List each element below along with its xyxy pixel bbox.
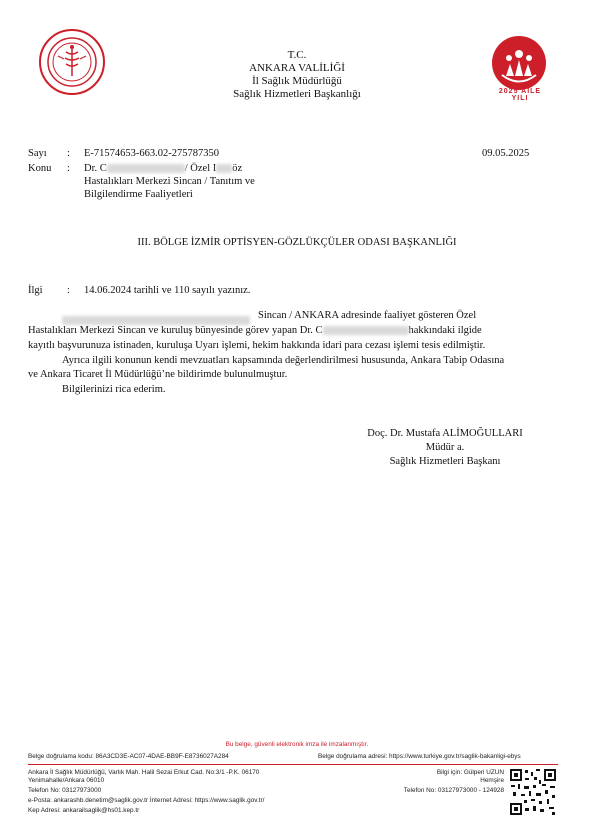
body-p1-line2-b: hakkındaki ilgide [408, 325, 482, 336]
body-p1-line3: kayıtlı başvurunuza istinaden, kuruluşa Uyarı işlemi, hekim hakkında idari para cezası işlemi tesis edilmiştir. [28, 340, 486, 351]
sayi-colon: : [67, 148, 70, 159]
verification-code: Belge doğrulama kodu: 86A3CD3E-AC07-4DAE-BB9F-E8736027A284 [28, 753, 229, 760]
qr-code [509, 768, 557, 816]
body-p3: Bilgilerinizi rica ederim. [62, 384, 166, 395]
header-tc: T.C. [287, 49, 307, 61]
redaction [216, 164, 232, 173]
redaction [62, 311, 258, 321]
footer-address-1: Ankara İl Sağlık Müdürlüğü, Varlık Mah. Halil Sezai Erkut Cad. No:3/1 -P.K. 06170 [28, 769, 260, 776]
ilgi-colon: : [67, 285, 70, 296]
info-phone: Telefon No: 03127973000 - 124928 [403, 787, 504, 794]
redaction [323, 326, 409, 335]
body-p2-line1: Ayrıca ilgili konunun kendi mevzuatları kapsamında değerlendirilmesi hususunda, Ankara Tabip Odasına [62, 355, 505, 366]
footer-address-2: Yenimahalle/Ankara 06010 [28, 777, 105, 784]
konu-line-3: Bilgilendirme Faaliyetleri [84, 189, 193, 200]
konu-line-1 [84, 162, 242, 175]
body-p1-line2 [28, 324, 482, 337]
konu-colon: : [67, 163, 70, 174]
header-valilik: ANKARA VALİLİĞİ [249, 62, 345, 74]
signatory-title-2: Sağlık Hizmetleri Başkanı [389, 456, 501, 467]
esign-notice: Bu belge, güvenli elektronik imza ile imzalanmıştır. [225, 741, 369, 748]
redaction [107, 164, 185, 173]
header-baskanlik: Sağlık Hizmetleri Başkanlığı [233, 88, 361, 100]
aile-yili-text: 2025 AİLE YILI [498, 88, 542, 102]
konu-line-2: Hastalıkları Merkezi Sincan / Tanıtım ve [84, 176, 255, 187]
header-mudurluk: İl Sağlık Müdürlüğü [252, 75, 342, 87]
konu-text-b: / Özel I [184, 163, 217, 174]
body-p2-line2: ve Ankara Ticaret İl Müdürlüğü’ne bildirimde bulunulmuştur. [28, 369, 288, 380]
footer-phone: Telefon No: 03127973000 [28, 787, 102, 794]
konu-label: Konu [28, 163, 52, 174]
info-role: Hemşire [480, 777, 504, 784]
signatory-name: Doç. Dr. Mustafa ALİMOĞULLARI [367, 428, 523, 439]
info-contact: Bilgi için: Gülperi UZUN [436, 769, 504, 776]
footer-email: e-Posta: ankarashb.denetim@saglik.gov.tr İnternet Adresi: https://www.saglik.gov.tr/ [28, 797, 265, 804]
recipient: III. BÖLGE İZMİR OPTİSYEN-GÖZLÜKÇÜLER ODASI BAŞKANLIĞI [137, 237, 457, 248]
footer-kep: Kep Adresi: ankarailsaglik@hs01.kep.tr [28, 807, 140, 814]
verification-address: Belge doğrulama adresi: https://www.turkiye.gov.tr/saglik-bakanligi-ebys [318, 753, 521, 760]
konu-text-c: öz [232, 163, 243, 174]
footer-divider [28, 764, 558, 765]
body-p1-line1: Sincan / ANKARA adresinde faaliyet gösteren Özel [258, 310, 477, 321]
konu-text-a: Dr. C [84, 163, 107, 174]
sayi-value: E-71574653-663.02-275787350 [84, 148, 220, 159]
body-p1-line2-a: Hastalıkları Merkezi Sincan ve kuruluş bünyesinde görev yapan Dr. C [28, 325, 323, 336]
document-date: 09.05.2025 [482, 148, 530, 159]
sayi-label: Sayı [28, 148, 47, 159]
ilgi-label: İlgi [28, 285, 43, 296]
signatory-title-1: Müdür a. [425, 442, 465, 453]
ilgi-value: 14.06.2024 tarihli ve 110 sayılı yazınız. [84, 285, 251, 296]
